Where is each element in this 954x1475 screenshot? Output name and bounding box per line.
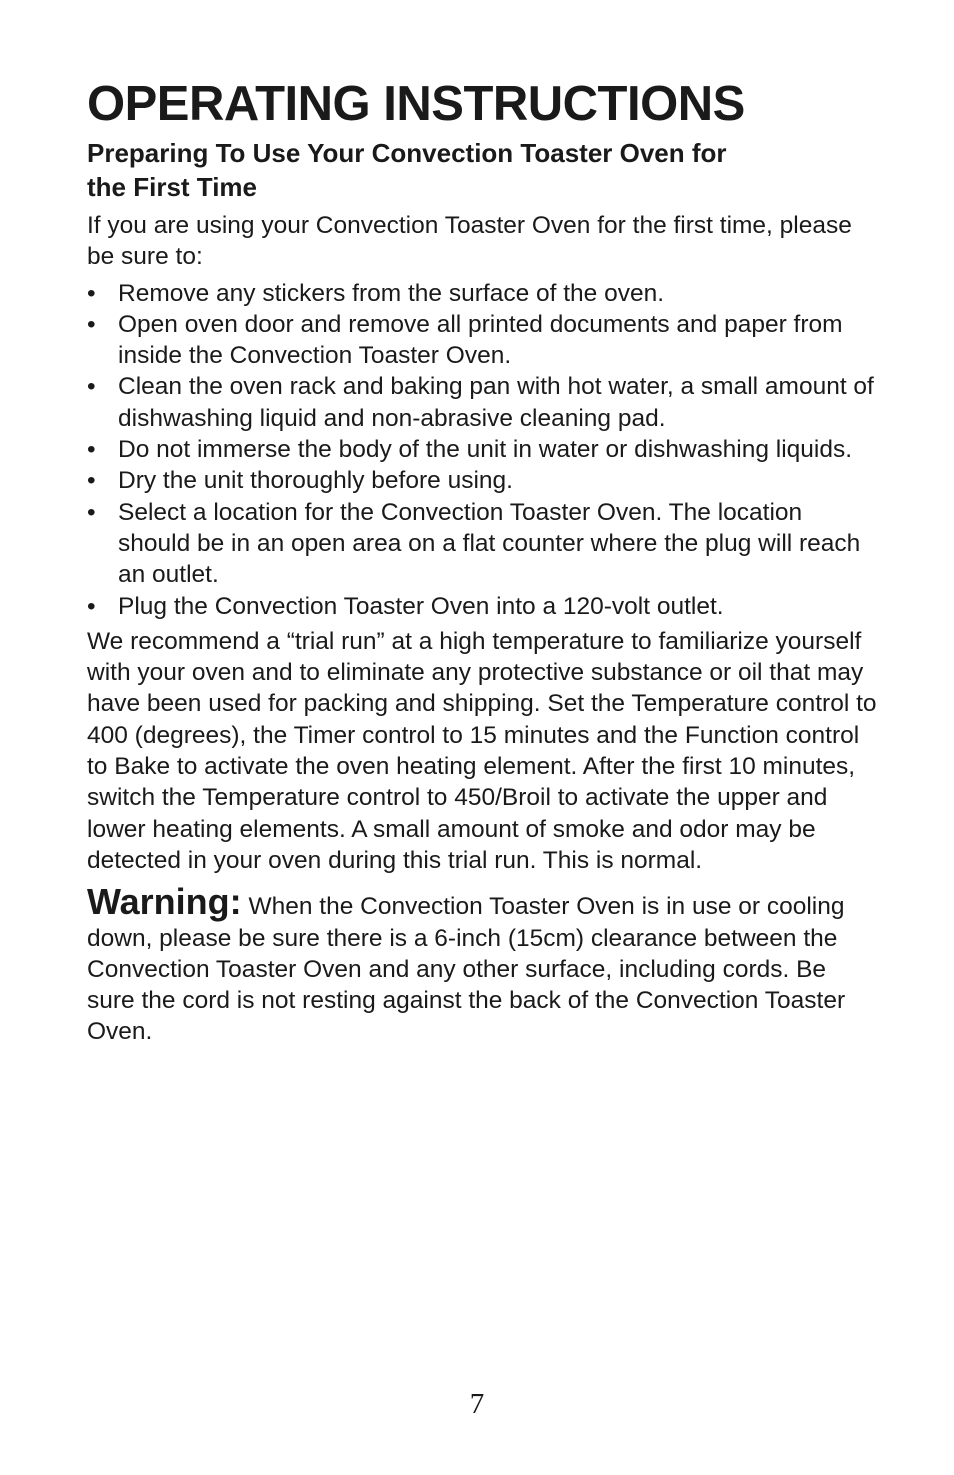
bullet-icon: • [87, 467, 96, 495]
bullet-icon: • [87, 310, 96, 338]
list-item-text: Select a location for the Convection Toaster Oven. The location should be in an open area on a flat counter where the plug will reach an outlet. [118, 498, 861, 589]
trial-run-paragraph: We recommend a “trial run” at a high temperature to familiarize yourself with your oven and to eliminate any protective substance or oil that may have been used for packing and shipping. Set the Temperature control to 400 (degrees), the Timer control to 15 minutes and the Function control to Bake to activate the oven heating element. After the first 10 minutes, switch the Temperature control to 450/Broil to activate the upper and lower heating elements. A small amount of smoke and odor may be detected in your oven during this trial run. This is normal. [87, 627, 877, 874]
list-item [87, 309, 877, 372]
page-title: OPERATING INSTRUCTIONS [87, 77, 745, 131]
list-item [87, 497, 877, 591]
list-item-text: Open oven door and remove all printed documents and paper from inside the Convection Toaster Oven. [118, 310, 843, 370]
list-item [87, 591, 877, 622]
list-item-text: Do not immerse the body of the unit in water or dishwashing liquids. [118, 436, 853, 464]
page-content [87, 76, 877, 1048]
list-item-text: Dry the unit thoroughly before using. [118, 467, 513, 495]
intro-paragraph: If you are using your Convection Toaster Oven for the first time, please be sure to: [87, 212, 852, 271]
list-item [87, 434, 877, 465]
section-subtitle: Preparing To Use Your Convection Toaster Oven for the First Time [87, 138, 727, 202]
warning-paragraph [87, 881, 877, 1047]
list-item-text: Plug the Convection Toaster Oven into a 120-volt outlet. [118, 592, 724, 620]
list-item-text: Remove any stickers from the surface of the oven. [118, 279, 665, 307]
bullet-icon: • [87, 373, 96, 401]
list-item [87, 465, 877, 496]
bullet-icon: • [87, 592, 96, 620]
bullet-icon: • [87, 498, 96, 526]
bullet-icon: • [87, 279, 96, 307]
list-item [87, 278, 877, 309]
preparation-list [87, 278, 877, 622]
page-number: 7 [469, 1388, 485, 1420]
bullet-icon: • [87, 436, 96, 464]
warning-label: Warning: [87, 881, 242, 923]
list-item [87, 371, 877, 434]
warning-text: When the Convection Toaster Oven is in use or cooling down, please be sure there is a 6-inch (15cm) clearance between the Convection Toaster Oven and any other surface, including cords. Be sure the cord is not resting against the back of the Convection Toaster Oven. [87, 893, 846, 1046]
list-item-text: Clean the oven rack and baking pan with hot water, a small amount of dishwashing liquid and non-abrasive cleaning pad. [118, 373, 874, 432]
